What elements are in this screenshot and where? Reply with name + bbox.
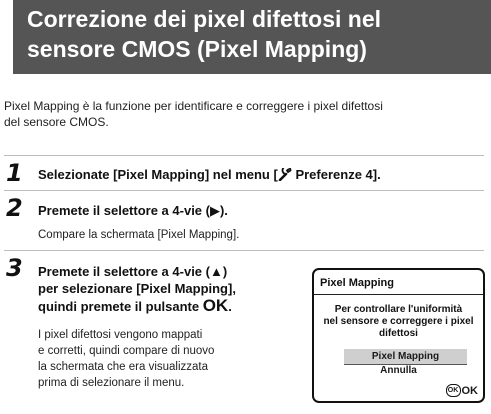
step-title: Premete il selettore a 4-vie (▲) per selezionare [Pixel Mapping], quindi premete il pulsante OK. xyxy=(38,264,236,315)
step-separator xyxy=(4,155,484,156)
screen-option-pixel-mapping: Pixel Mapping xyxy=(344,349,467,365)
page-title-line1: Correzione dei pixel difettosi nel xyxy=(27,6,382,32)
screen-message-line2: nel sensore e correggere i pixel xyxy=(323,316,474,327)
wrench-icon xyxy=(278,168,292,181)
screen-option-cancel: Annulla xyxy=(380,365,417,376)
step-separator xyxy=(4,250,484,251)
step-title-text-end: Preferenze 4]. xyxy=(291,167,381,182)
step-text-line2: e corretti, quindi compare di nuovo xyxy=(38,345,215,357)
page-title-line2: sensore CMOS (Pixel Mapping) xyxy=(27,36,367,62)
ok-icon: OK xyxy=(446,384,461,397)
step-number: 3 xyxy=(6,254,23,282)
camera-screen xyxy=(312,268,485,403)
page-header xyxy=(13,0,491,74)
ok-button-label: OK xyxy=(202,296,229,315)
intro-paragraph xyxy=(4,98,484,130)
step-title-line1: Premete il selettore a 4-vie (▲) xyxy=(38,264,228,279)
screen-message-line3: difettosi xyxy=(379,328,418,339)
step-title-text: Selezionate [Pixel Mapping] nel menu [ xyxy=(38,167,278,182)
step-text xyxy=(38,327,214,391)
step-text-line1: I pixel difettosi vengono mappati xyxy=(38,329,203,341)
step-title-line2: per selezionare [Pixel Mapping], xyxy=(38,281,236,296)
intro-line2: del sensore CMOS. xyxy=(4,115,109,129)
screen-message xyxy=(316,304,481,340)
step-title-line3: quindi premete il pulsante xyxy=(38,299,203,314)
screen-divider xyxy=(314,294,483,295)
step-text: Compare la schermata [Pixel Mapping]. xyxy=(38,229,240,241)
step-title xyxy=(38,166,381,183)
screen-ok-label: OK xyxy=(461,384,478,397)
screen-ok-hint xyxy=(446,384,479,397)
step-text-line3: la schermata che era visualizzata xyxy=(38,361,209,373)
step-title: Premete il selettore a 4-vie (▶). xyxy=(38,203,228,218)
screen-message-line1: Per controllare l'uniformità xyxy=(334,304,463,315)
step-separator xyxy=(4,190,484,191)
screen-title: Pixel Mapping xyxy=(320,277,394,289)
step-number: 2 xyxy=(6,194,23,222)
intro-line1: Pixel Mapping è la funzione per identificare e correggere i pixel difettosi xyxy=(4,99,383,113)
page-title xyxy=(27,4,481,64)
step-number: 1 xyxy=(6,159,23,187)
step-text-line4: prima di selezionare il menu. xyxy=(38,377,185,389)
